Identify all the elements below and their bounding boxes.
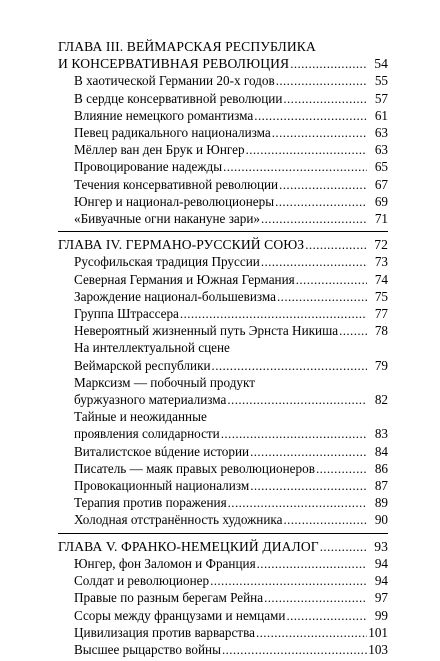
toc-entry: Тайные и неожиданные	[74, 409, 207, 425]
dot-leader	[283, 511, 367, 528]
dot-leader	[290, 55, 367, 72]
chapter-heading	[58, 538, 388, 555]
toc-entry	[58, 253, 388, 270]
toc-entry-text: Невероятный жизненный путь Эрнста Никиша	[74, 323, 339, 339]
page-number: 63	[374, 142, 388, 158]
page-number: 57	[374, 90, 388, 106]
toc-entry	[58, 288, 388, 305]
dot-leader	[305, 236, 367, 253]
page-number: 73	[374, 254, 388, 270]
dot-leader	[296, 271, 367, 288]
toc-entry-text: Ссоры между французами и немцами	[74, 607, 286, 623]
page-number: 83	[374, 426, 388, 442]
toc-entry	[58, 158, 388, 175]
page-number: 71	[374, 211, 388, 227]
toc-entry	[58, 90, 388, 107]
dot-leader	[283, 90, 367, 107]
toc-entry	[58, 124, 388, 141]
toc-entry	[58, 641, 388, 658]
toc-entry-text: Провокационный национализм	[74, 478, 250, 494]
dot-leader	[210, 572, 367, 589]
toc-entry	[58, 425, 388, 442]
page-number: 93	[374, 538, 388, 554]
toc-entry: Марксизм — побочный продукт	[74, 374, 255, 390]
dot-leader	[228, 494, 367, 511]
toc-entry-text: «Бивуачные огни накануне зари»	[74, 211, 260, 227]
toc-entry-text: Солдат и революционер	[74, 573, 210, 589]
toc-entry-text: Певец радикального национализма	[74, 125, 271, 141]
dot-leader	[275, 193, 367, 210]
toc-entry-text: Северная Германия и Южная Германия	[74, 271, 295, 287]
toc-entry-text: Группа Штрассера	[74, 306, 179, 322]
page-number: 61	[374, 107, 388, 123]
page-number: 55	[374, 73, 388, 89]
dot-leader	[316, 460, 367, 477]
page-number: 101	[368, 624, 388, 640]
page-number: 54	[374, 56, 388, 72]
dot-leader	[320, 538, 367, 555]
toc-entry	[58, 624, 388, 641]
page-number: 84	[374, 443, 388, 459]
dot-leader	[339, 322, 367, 339]
chapter-section	[58, 538, 388, 658]
toc-entry	[58, 477, 388, 494]
page-number: 94	[374, 573, 388, 589]
dot-leader	[277, 288, 367, 305]
chapter-heading-text: И КОНСЕРВАТИВНАЯ РЕВОЛЮЦИЯ	[58, 56, 290, 72]
toc-entry-text: Юнгер и национал-революционеры	[74, 193, 275, 209]
toc-entry	[58, 141, 388, 158]
page-number: 67	[374, 176, 388, 192]
toc-entry-text: Юнгер, фон Заломон и Франция	[74, 555, 256, 571]
chapter-heading: ГЛАВА III. ВЕЙМАРСКАЯ РЕСПУБЛИКА	[58, 39, 316, 54]
toc-entry	[58, 511, 388, 528]
toc-entry	[58, 460, 388, 477]
toc-entry	[58, 391, 388, 408]
chapter-heading	[58, 236, 388, 253]
page-number: 82	[374, 392, 388, 408]
toc-entry-text: Мёллер ван ден Брук и Юнгер	[74, 142, 245, 158]
dot-leader	[261, 210, 367, 227]
toc-entry-text: проявления солидарности	[74, 426, 220, 442]
chapter-heading-text: ГЛАВА IV. ГЕРМАНО-РУССКИЙ СОЮЗ	[58, 237, 305, 253]
dot-leader	[221, 425, 367, 442]
toc-entry-text: В хаотической Германии 20-х годов	[74, 73, 275, 89]
chapter-heading	[58, 55, 388, 72]
toc-entry	[58, 443, 388, 460]
dot-leader	[257, 555, 367, 572]
toc-entry	[58, 357, 388, 374]
page-number: 99	[374, 607, 388, 623]
toc-entry-text: Правые по разным берегам Рейна	[74, 590, 264, 606]
toc-entry	[58, 72, 388, 89]
dot-leader	[256, 624, 367, 641]
dot-leader	[254, 107, 367, 124]
page-number: 97	[374, 590, 388, 606]
toc-entry	[58, 176, 388, 193]
toc-entry-text: Цивилизация против варварства	[74, 624, 255, 640]
page-number: 63	[374, 125, 388, 141]
toc-entry-text: Веймарской республики	[74, 357, 211, 373]
toc-entry-text: Терапия против поражения	[74, 495, 227, 511]
toc-entry-text: буржуазного материализма	[74, 392, 227, 408]
page-number: 77	[374, 306, 388, 322]
page-number: 69	[374, 193, 388, 209]
toc-entry-text: Высшее рыцарство войны	[74, 641, 221, 657]
toc-entry	[58, 305, 388, 322]
toc-entry	[58, 107, 388, 124]
dot-leader	[276, 72, 367, 89]
page-number: 74	[374, 271, 388, 287]
toc-entry	[58, 210, 388, 227]
chapter-section	[58, 38, 388, 227]
chapter-section	[58, 236, 388, 528]
page-number: 79	[374, 357, 388, 373]
toc-entry	[58, 555, 388, 572]
page-number: 90	[374, 512, 388, 528]
toc-entry-text: Виталистское вúдение истории	[74, 443, 250, 459]
toc-entry	[58, 494, 388, 511]
dot-leader	[222, 641, 367, 658]
dot-leader	[227, 391, 367, 408]
page-number: 87	[374, 478, 388, 494]
chapter-heading-text: ГЛАВА V. ФРАНКО-НЕМЕЦКИЙ ДИАЛОГ	[58, 538, 319, 554]
dot-leader	[272, 124, 367, 141]
dot-leader	[246, 141, 367, 158]
toc-entry-text: Русофильская традиция Пруссии	[74, 254, 260, 270]
dot-leader	[223, 158, 367, 175]
dot-leader	[286, 607, 367, 624]
page-number: 65	[374, 159, 388, 175]
table-of-contents	[58, 38, 388, 661]
dot-leader	[180, 305, 367, 322]
toc-entry	[58, 193, 388, 210]
dot-leader	[250, 443, 367, 460]
toc-entry	[58, 572, 388, 589]
toc-entry: На интеллектуальной сцене	[74, 340, 230, 356]
page-number: 72	[374, 237, 388, 253]
toc-entry	[58, 607, 388, 624]
page-number: 89	[374, 495, 388, 511]
section-divider	[58, 533, 388, 534]
dot-leader	[261, 253, 367, 270]
page-number: 75	[374, 288, 388, 304]
page-number: 78	[374, 323, 388, 339]
section-divider	[58, 231, 388, 232]
toc-entry-text: Влияние немецкого романтизма	[74, 107, 254, 123]
dot-leader	[250, 477, 367, 494]
toc-entry	[58, 322, 388, 339]
toc-entry	[58, 271, 388, 288]
toc-entry-text: Зарождение национал-большевизма	[74, 288, 277, 304]
page-number: 103	[368, 641, 388, 657]
dot-leader	[212, 357, 367, 374]
toc-entry-text: В сердце консервативной революции	[74, 90, 283, 106]
dot-leader	[279, 176, 367, 193]
page-number: 94	[374, 555, 388, 571]
toc-entry-text: Течения консервативной революции	[74, 176, 279, 192]
toc-entry-text: Провоцирование надежды	[74, 159, 223, 175]
toc-entry-text: Холодная отстранённость художника	[74, 512, 283, 528]
toc-entry-text: Писатель — маяк правых революционеров	[74, 460, 315, 476]
page-number: 86	[374, 460, 388, 476]
